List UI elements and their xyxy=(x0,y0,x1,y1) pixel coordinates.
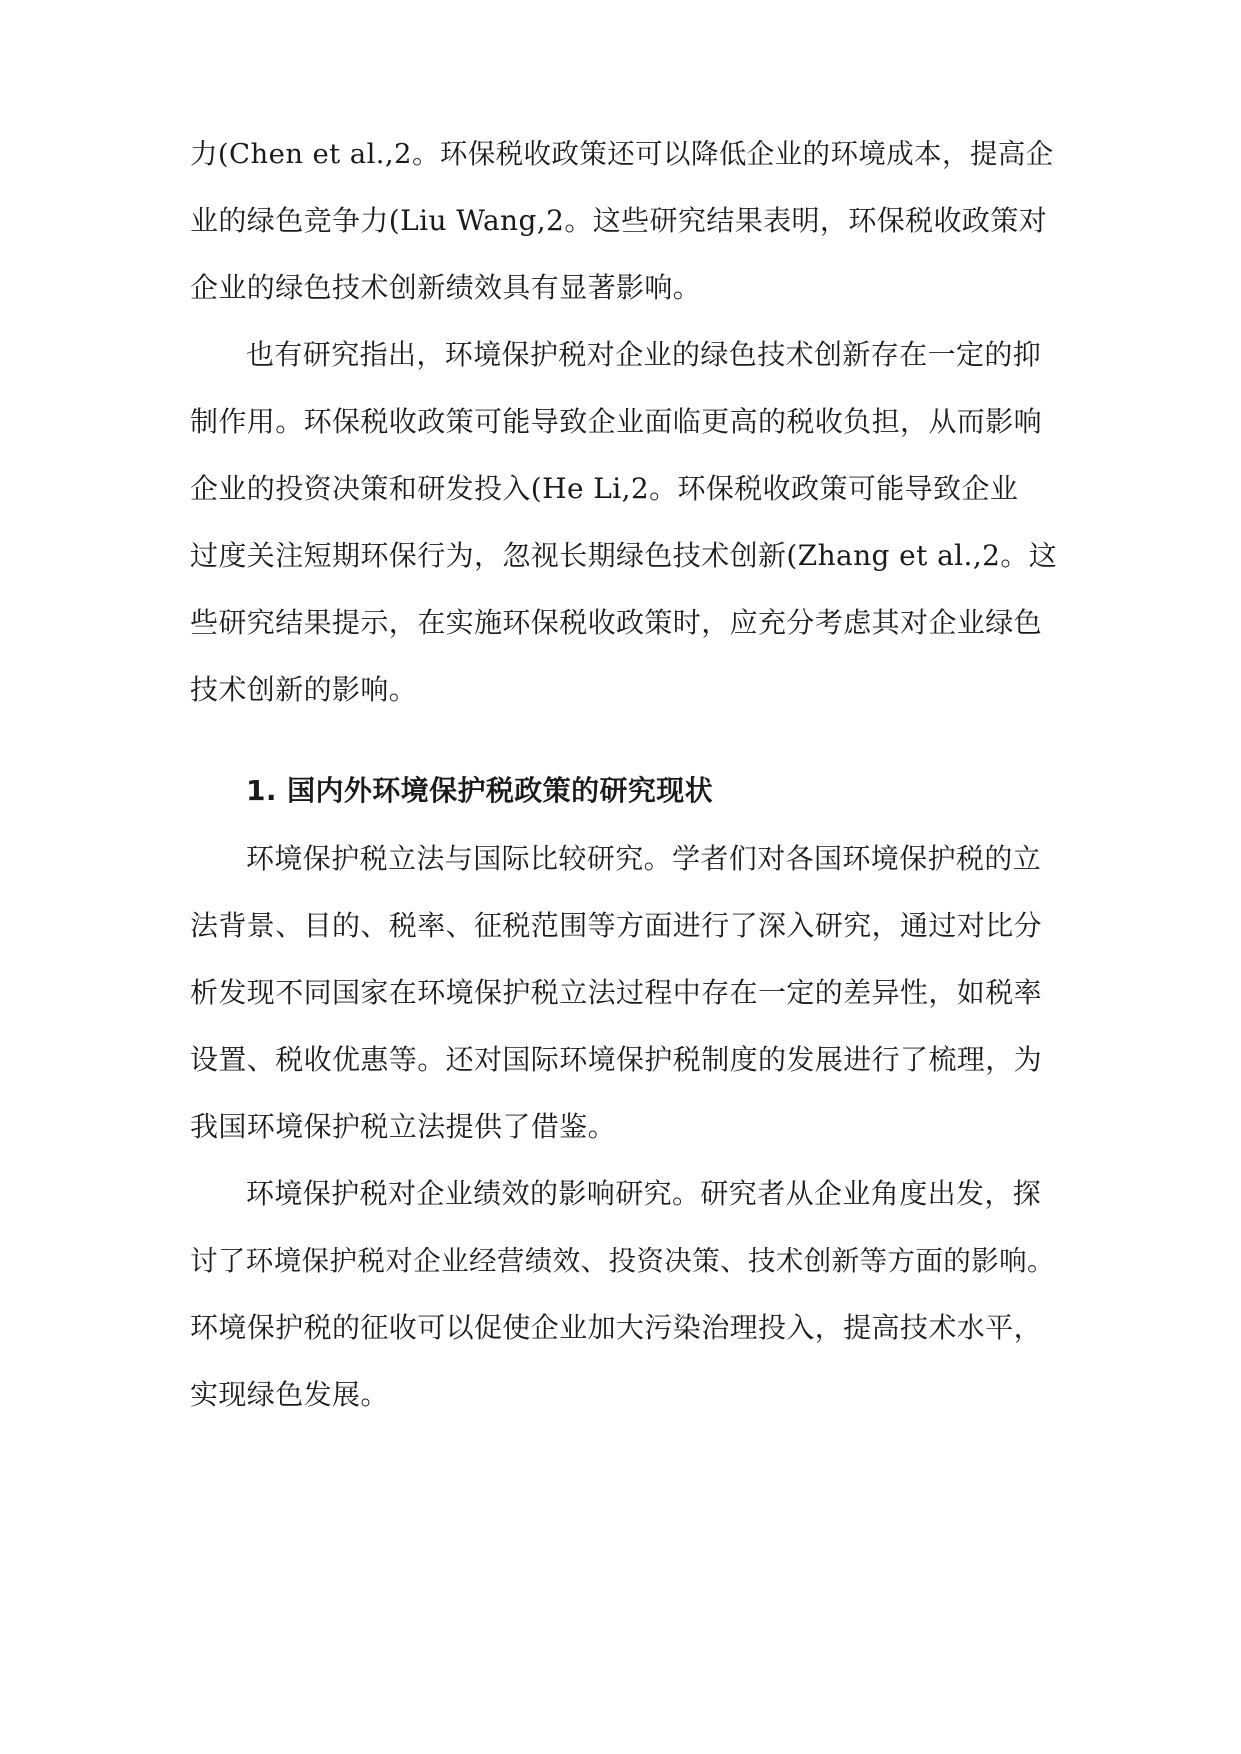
paragraph-2-line-2: 制作用。环保税收政策可能导致企业面临更高的税收负担，从而影响 xyxy=(190,405,1043,438)
section-paragraph-2-line-1: 环境保护税对企业绩效的影响研究。研究者从企业角度出发，探 xyxy=(246,1177,1042,1210)
section-paragraph-1-line-5: 我国环境保护税立法提供了借鉴。 xyxy=(190,1110,617,1143)
paragraph-1-line-3: 企业的绿色技术创新绩效具有显著影响。 xyxy=(190,271,702,304)
paragraph-2-line-1: 也有研究指出，环境保护税对企业的绿色技术创新存在一定的抑 xyxy=(246,338,1042,371)
section-paragraph-1-line-1: 环境保护税立法与国际比较研究。学者们对各国环境保护税的立 xyxy=(246,842,1042,875)
paragraph-2-line-3: 企业的投资决策和研发投入(He Li,2。环保税收政策可能导致企业 xyxy=(190,472,1019,505)
section-paragraph-2-line-2: 讨了环境保护税对企业经营绩效、投资决策、技术创新等方面的影响。 xyxy=(190,1245,1055,1277)
section-paragraph-2-line-3: 环境保护税的征收可以促使企业加大污染治理投入，提高技术水平， xyxy=(190,1311,1043,1344)
section-paragraph-1-line-4: 设置、税收优惠等。还对国际环境保护税制度的发展进行了梳理，为 xyxy=(190,1043,1043,1076)
section-paragraph-1-line-3: 析发现不同国家在环境保护税立法过程中存在一定的差异性，如税率 xyxy=(190,976,1043,1009)
paragraph-1-line-1: 力(Chen et al.,2。环保税收政策还可以降低企业的环境成本，提高企 xyxy=(190,138,1054,170)
paragraph-2-line-4: 过度关注短期环保行为，忽视长期绿色技术创新(Zhang et al.,2。这 xyxy=(190,539,1058,572)
section-paragraph-2-line-4: 实现绿色发展。 xyxy=(190,1378,389,1411)
paragraph-1-line-2: 业的绿色竞争力(Liu Wang,2。这些研究结果表明，环保税收政策对 xyxy=(190,204,1048,237)
paragraph-2-line-6: 技术创新的影响。 xyxy=(190,673,418,706)
section-heading: 1. 国内外环境保护税政策的研究现状 xyxy=(246,774,714,807)
paragraph-2-line-5: 些研究结果提示，在实施环保税收政策时，应充分考虑其对企业绿色 xyxy=(190,606,1043,639)
section-paragraph-1-line-2: 法背景、目的、税率、征税范围等方面进行了深入研究，通过对比分 xyxy=(190,909,1043,942)
